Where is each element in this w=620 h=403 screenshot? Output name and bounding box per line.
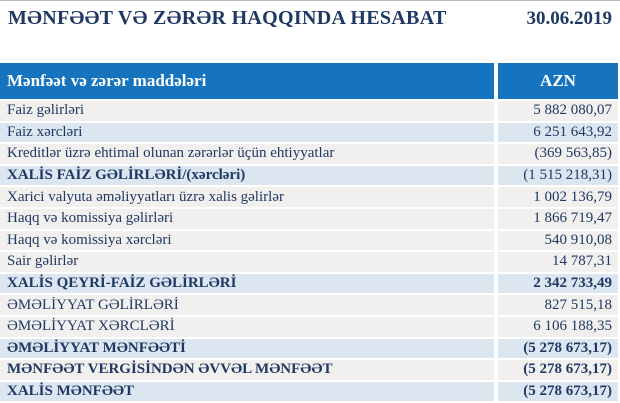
- table-row-xalis-qeyri-faiz: [0, 274, 620, 294]
- row-label: Kreditlər üzrə ehtimal olunan zərərlər üçün ehtiyyatlar: [0, 144, 494, 164]
- row-value: (5 278 673,17): [498, 339, 618, 359]
- row-label: ƏMƏLİYYAT XƏRCLƏRİ: [0, 317, 494, 337]
- table-row-xarici-valyuta: [0, 187, 620, 207]
- table-row-faiz-gelirleri: [0, 101, 620, 121]
- table-row-vergiden-evvel-menfeet: [0, 360, 620, 380]
- table-header-row: [0, 63, 620, 99]
- table-row-komissiya-xercleri: [0, 231, 620, 251]
- row-value: 1 002 136,79: [498, 187, 618, 207]
- row-value: 6 251 643,92: [498, 123, 618, 143]
- row-label: XALİS MƏNFƏƏT: [0, 382, 494, 402]
- row-label: ƏMƏLİYYAT MƏNFƏƏTİ: [0, 339, 494, 359]
- table-row-emeliyyat-menfeeti: [0, 339, 620, 359]
- row-label: XALİS QEYRİ-FAİZ GƏLİRLƏRİ: [0, 274, 494, 294]
- report-header: [0, 1, 620, 31]
- table-row-xalis-faiz-gelirleri: [0, 166, 620, 186]
- row-value: (1 515 218,31): [498, 166, 618, 186]
- table-row-faiz-xercleri: [0, 123, 620, 143]
- profit-loss-table: [0, 63, 620, 401]
- table-row-kreditler-ehtiyyatlar: [0, 144, 620, 164]
- row-value: 5 882 080,07: [498, 101, 618, 121]
- row-value: 540 910,08: [498, 231, 618, 251]
- row-value: (5 278 673,17): [498, 360, 618, 380]
- table-row-emeliyyat-xercleri: [0, 317, 620, 337]
- row-value: (369 563,85): [498, 144, 618, 164]
- report-date: 30.06.2019: [526, 8, 612, 29]
- row-value: 6 106 188,35: [498, 317, 618, 337]
- row-label: Xarici valyuta əməliyyatları üzrə xalis gəlirlər: [0, 187, 494, 207]
- row-value: 827 515,18: [498, 295, 618, 315]
- table-row-komissiya-gelirleri: [0, 209, 620, 229]
- row-label: Faiz xərcləri: [0, 123, 494, 143]
- row-label: Haqq və komissiya gəlirləri: [0, 209, 494, 229]
- table-row-emeliyyat-gelirleri: [0, 295, 620, 315]
- row-label: Sair gəlirlər: [0, 252, 494, 272]
- row-value: 1 866 719,47: [498, 209, 618, 229]
- row-value: (5 278 673,17): [498, 382, 618, 402]
- row-value: 14 787,31: [498, 252, 618, 272]
- row-label: ƏMƏLİYYAT GƏLİRLƏRİ: [0, 295, 494, 315]
- column-header-items: Mənfəət və zərər maddələri: [0, 63, 494, 99]
- row-label: Faiz gəlirləri: [0, 101, 494, 121]
- row-label: XALİS FAİZ GƏLİRLƏRİ/(xərcləri): [0, 166, 494, 186]
- row-value: 2 342 733,49: [498, 274, 618, 294]
- row-label: Haqq və komissiya xərcləri: [0, 231, 494, 251]
- page-title: MƏNFƏƏT VƏ ZƏRƏR HAQQINDA HESABAT: [8, 7, 447, 29]
- table-row-sair-gelirler: [0, 252, 620, 272]
- table-row-xalis-menfeet: [0, 382, 620, 402]
- row-label: MƏNFƏƏT VERGİSİNDƏN ƏVVƏL MƏNFƏƏT: [0, 360, 494, 380]
- column-header-azn: AZN: [498, 63, 618, 99]
